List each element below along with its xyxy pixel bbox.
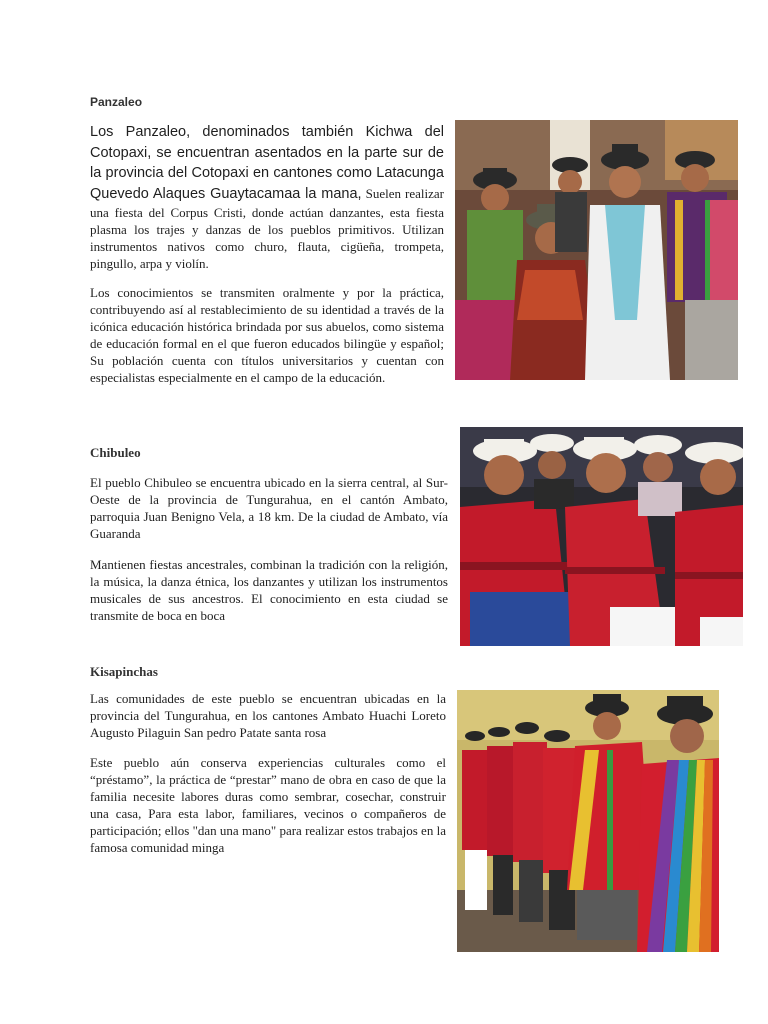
section-title-panzaleo: Panzaleo [90,95,143,109]
panzaleo-lead-text: Los Panzaleo, denominados también Kichwa del Cotopaxi, se encuentran asentados en la parte sur de la provincia del Cotopaxi en cantones como Latacunga Quevedo Alaques Guaytacamaa la mana, [90,124,444,202]
chibuleo-paragraph-2: Mantienen fiestas ancestrales, combinan la tradición con la religión, la música, la danza étnica, los danzantes y utilizan los instrumentos musicales de sus ancestros. El conocimiento en esta ciudad se transmite de boca en boca [90,557,448,623]
section-title-kisapinchas: Kisapinchas [90,664,158,679]
kisapinchas-paragraph-1: Las comunidades de este pueblo se encuentran ubicadas en la provincia del Tungurahua, en los cantones Ambato Huachi Loreto Augusto Pilaguin San pedro Patate santa rosa [90,691,446,740]
section-title-chibuleo: Chibuleo [90,445,141,460]
kisapinchas-photo [457,690,719,952]
chibuleo-paragraph-1: El pueblo Chibuleo se encuentra ubicado en la sierra central, al Sur-Oeste de la provincia de Tungurahua, en el cantón Ambato, parroquia Juan Benigno Vela, a 18 km. De la ciudad de Ambato, vía Guaranda [90,475,448,541]
kisapinchas-paragraph-2: Este pueblo aún conserva experiencias culturales como el “préstamo”, la práctica de “prestar” mano de obra en caso de que la familia necesite labores duras como sembrar, cosechar, construir una casa, Para esta labor, familiares, vecinos o compañeros de participación; ellos "dan una mano" para realizar estos trabajos en la famosa comunidad minga [90,755,446,855]
chibuleo-photo [460,427,743,646]
panzaleo-paragraph-2: Los conocimientos se transmiten oralmente y por la práctica, contribuyendo así al restablecimiento de su identidad a través de la icónica educación histórica brindada por sus abuelos, como sistema de educación formal en el que fueron educados bilingüe y español; Su población cuenta con títulos universitarios y cuentan con especialistas especialmente en el campo de la educación. [90,285,444,385]
panzaleo-lead-text-2: Suelen realizar una fiesta del Corpus Cristi, donde actúan danzantes, esta fiesta plasma los trajes y danzas de los pueblos primitivos. Utilizan instrumentos nativos como churo, flauta, cigüeña, trompeta, pingullo, arpa y violín. [90,185,445,271]
panzaleo-photo [455,120,738,380]
panzaleo-paragraph-1 [90,122,444,272]
